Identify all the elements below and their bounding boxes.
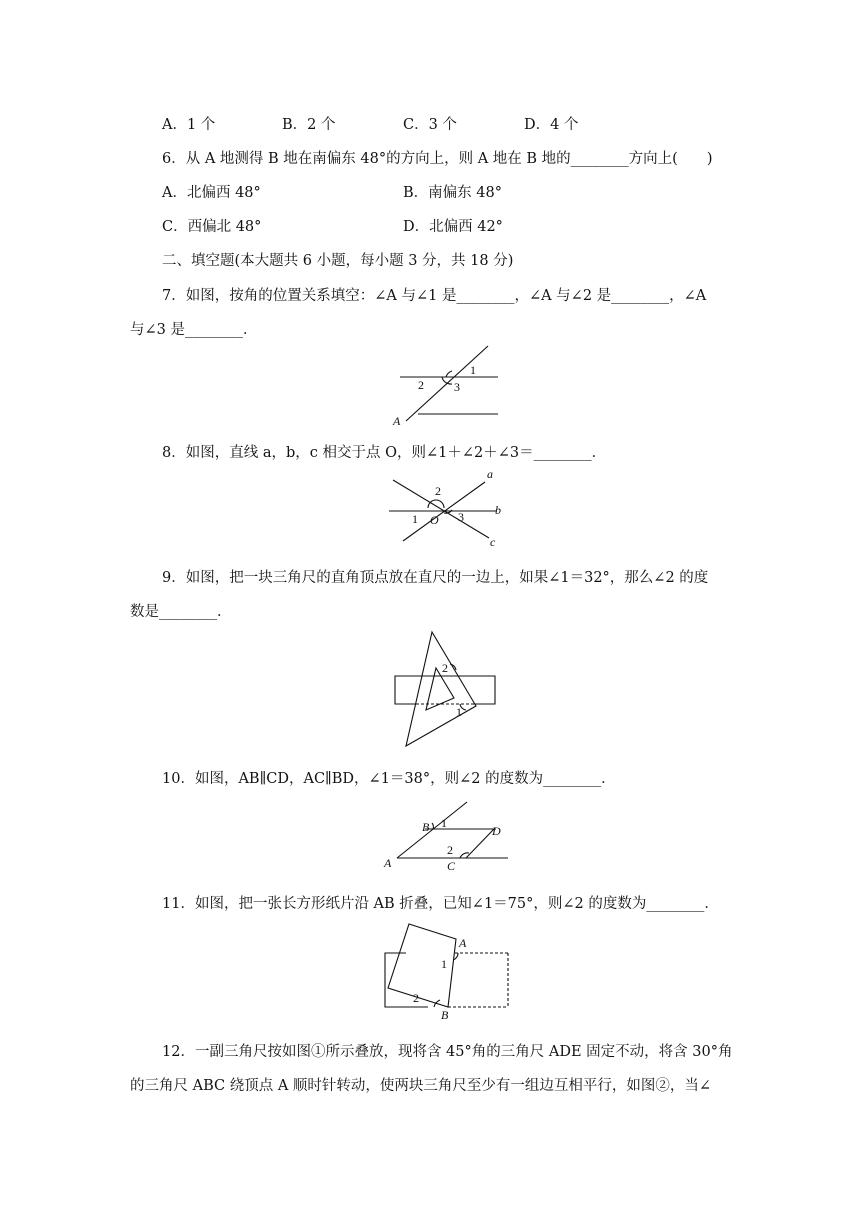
q9-figure	[390, 630, 510, 752]
q5-option-a: A．1 个	[162, 117, 216, 133]
q11-label-2: 2	[413, 991, 419, 1005]
q12-line2: 的三角尺 ABC 绕顶点 A 顺时针转动，使两块三角尺至少有一组边互相平行，如图②，当∠	[130, 1078, 712, 1094]
q8-line1: 8．如图，直线 a，b，c 相交于点 O，则∠1＋∠2＋∠3＝________．	[162, 445, 607, 461]
q8-label-b: b	[495, 503, 501, 517]
q11-figure	[380, 922, 515, 1022]
q9-line2: 数是________．	[130, 604, 232, 620]
q10-label-C: C	[447, 859, 456, 873]
q5-option-b: B．2 个	[282, 117, 336, 133]
q7-label-1: 1	[470, 363, 476, 377]
q6-option-d: D．北偏西 42°	[403, 219, 503, 235]
q7-figure	[388, 343, 508, 428]
q11-line1: 11．如图，把一张长方形纸片沿 AB 折叠，已知∠1＝75°，则∠2 的度数为________．	[162, 896, 719, 912]
q8-label-2: 2	[435, 484, 441, 498]
q7-label-3: 3	[454, 380, 460, 394]
q11-label-1: 1	[441, 957, 447, 971]
q8-label-3: 3	[458, 510, 464, 524]
q9-label-1: 1	[456, 705, 462, 719]
q8-label-1: 1	[412, 512, 418, 526]
q11-label-A: A	[459, 936, 467, 950]
q10-label-1: 1	[441, 816, 447, 830]
q8-label-a: a	[487, 467, 493, 481]
q6-option-a: A．北偏西 48°	[162, 185, 261, 201]
q7-line2: 与∠3 是________．	[130, 322, 258, 338]
q7-label-A: A	[393, 414, 401, 428]
q5-option-d: D．4 个	[524, 117, 579, 133]
section-heading: 二、填空题(本大题共 6 小题，每小题 3 分，共 18 分)	[162, 253, 514, 269]
q10-label-D: D	[492, 824, 501, 838]
q7-label-2: 2	[418, 378, 424, 392]
q6-option-b: B．南偏东 48°	[403, 185, 502, 201]
q8-figure	[385, 466, 510, 551]
q10-line1: 10．如图，AB∥CD，AC∥BD，∠1＝38°，则∠2 的度数为________．	[162, 771, 616, 787]
q5-option-c: C．3 个	[403, 117, 457, 133]
q10-label-2: 2	[447, 843, 453, 857]
q8-label-c: c	[490, 535, 496, 549]
q7-line1: 7．如图，按角的位置关系填空：∠A 与∠1 是________，∠A 与∠2 是________，∠A	[162, 288, 707, 304]
q10-figure	[380, 800, 515, 875]
q9-label-2: 2	[442, 661, 448, 675]
q10-label-B: B	[422, 820, 430, 834]
q11-label-B: B	[441, 1008, 449, 1022]
q6-option-c: C．西偏北 48°	[162, 219, 262, 235]
q6-stem: 6．从 A 地测得 B 地在南偏东 48°的方向上，则 A 地在 B 地的________方向上( )	[162, 151, 713, 167]
q9-line1: 9．如图，把一块三角尺的直角顶点放在直尺的一边上，如果∠1＝32°，那么∠2 的度	[162, 570, 709, 586]
q8-label-O: O	[430, 513, 439, 527]
q12-line1: 12．一副三角尺按如图①所示叠放，现将含 45°角的三角尺 ADE 固定不动，将含 30°角	[162, 1044, 733, 1060]
q10-label-A: A	[384, 856, 392, 870]
